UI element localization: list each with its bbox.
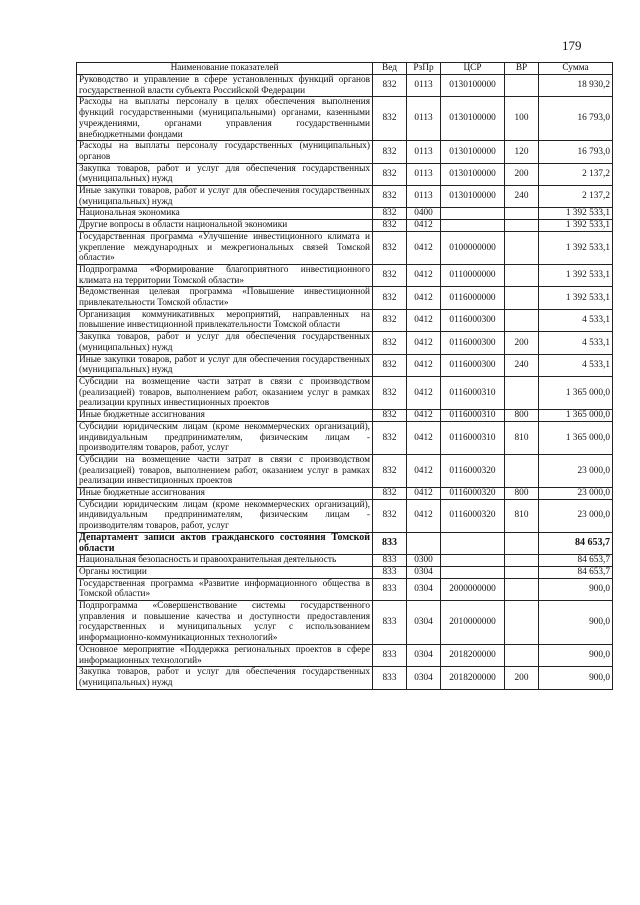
cell-ved: 832 — [373, 208, 407, 220]
cell-vr — [505, 287, 539, 309]
cell-csr: 2000000000 — [441, 578, 505, 600]
cell-name: Закупка товаров, работ и услуг для обеспечения государственных (муниципальных) нужд — [77, 667, 373, 689]
header-sum: Сумма — [539, 63, 613, 75]
cell-csr — [441, 566, 505, 578]
cell-name: Иные закупки товаров, работ и услуг для обеспечения государственных (муниципальных) нужд — [77, 186, 373, 208]
cell-ved: 832 — [373, 421, 407, 454]
cell-sum: 1 392 533,1 — [539, 264, 613, 286]
cell-csr — [441, 555, 505, 567]
cell-rzpr: 0412 — [407, 354, 441, 376]
header-rzpr: РзПр — [407, 63, 441, 75]
cell-csr: 0130100000 — [441, 141, 505, 163]
cell-ved: 832 — [373, 287, 407, 309]
table-row — [77, 163, 613, 185]
cell-sum: 1 392 533,1 — [539, 287, 613, 309]
cell-vr: 240 — [505, 354, 539, 376]
cell-sum: 2 137,2 — [539, 163, 613, 185]
cell-ved: 833 — [373, 566, 407, 578]
cell-vr — [505, 220, 539, 232]
cell-name: Закупка товаров, работ и услуг для обеспечения государственных (муниципальных) нужд — [77, 332, 373, 354]
cell-ved: 832 — [373, 141, 407, 163]
cell-name: Закупка товаров, работ и услуг для обеспечения государственных (муниципальных) нужд — [77, 163, 373, 185]
table-row — [77, 667, 613, 689]
cell-name: Основное мероприятие «Поддержка региональных проектов в сфере информационных технологий» — [77, 644, 373, 666]
table-row — [77, 578, 613, 600]
cell-csr: 0116000320 — [441, 454, 505, 487]
cell-csr: 0116000000 — [441, 287, 505, 309]
cell-csr — [441, 220, 505, 232]
cell-name: Ведомственная целевая программа «Повышение инвестиционной привлекательности Томской области» — [77, 287, 373, 309]
cell-rzpr: 0412 — [407, 332, 441, 354]
cell-csr — [441, 208, 505, 220]
table-row — [77, 555, 613, 567]
cell-rzpr: 0412 — [407, 220, 441, 232]
table-row — [77, 97, 613, 141]
table-row — [77, 141, 613, 163]
cell-ved: 832 — [373, 264, 407, 286]
cell-vr — [505, 578, 539, 600]
cell-name: Субсидии юридическим лицам (кроме некоммерческих организаций), индивидуальным предпринимателям, физическим лицам - производителям товаров, работ, услуг — [77, 499, 373, 532]
table-row — [77, 601, 613, 645]
cell-csr: 0130100000 — [441, 75, 505, 97]
cell-sum: 16 793,0 — [539, 141, 613, 163]
cell-sum: 84 653,7 — [539, 532, 613, 554]
cell-name: Организация коммуникативных мероприятий, направленных на повышение инвестиционной привлекательности Томской области — [77, 309, 373, 331]
cell-sum: 16 793,0 — [539, 97, 613, 141]
table-row — [77, 454, 613, 487]
cell-sum: 4 533,1 — [539, 332, 613, 354]
cell-rzpr: 0412 — [407, 231, 441, 264]
cell-ved: 832 — [373, 454, 407, 487]
cell-ved: 832 — [373, 309, 407, 331]
cell-sum: 23 000,0 — [539, 488, 613, 500]
cell-rzpr: 0412 — [407, 264, 441, 286]
table-row — [77, 644, 613, 666]
cell-vr: 810 — [505, 499, 539, 532]
cell-name: Руководство и управление в сфере установленных функций органов государственной власти субъекта Российской Федерации — [77, 75, 373, 97]
cell-vr — [505, 454, 539, 487]
cell-ved: 832 — [373, 220, 407, 232]
cell-sum: 900,0 — [539, 601, 613, 645]
cell-csr: 0110000000 — [441, 264, 505, 286]
cell-vr — [505, 309, 539, 331]
table-row — [77, 264, 613, 286]
cell-name: Государственная программа «Развитие информационного общества в Томской области» — [77, 578, 373, 600]
cell-vr: 120 — [505, 141, 539, 163]
page-number: 179 — [562, 38, 582, 53]
cell-ved: 832 — [373, 163, 407, 185]
cell-sum: 18 930,2 — [539, 75, 613, 97]
cell-ved: 832 — [373, 186, 407, 208]
cell-rzpr: 0113 — [407, 186, 441, 208]
cell-vr — [505, 231, 539, 264]
cell-rzpr: 0412 — [407, 410, 441, 422]
cell-vr: 100 — [505, 97, 539, 141]
cell-csr: 0116000310 — [441, 376, 505, 409]
cell-sum: 1 392 533,1 — [539, 231, 613, 264]
cell-sum: 23 000,0 — [539, 454, 613, 487]
cell-csr: 0100000000 — [441, 231, 505, 264]
budget-table — [76, 62, 613, 690]
cell-ved: 833 — [373, 644, 407, 666]
cell-rzpr: 0412 — [407, 287, 441, 309]
cell-ved: 833 — [373, 601, 407, 645]
cell-rzpr: 0304 — [407, 667, 441, 689]
cell-name: Иные бюджетные ассигнования — [77, 488, 373, 500]
cell-vr — [505, 532, 539, 554]
cell-sum: 4 533,1 — [539, 309, 613, 331]
cell-csr: 2018200000 — [441, 667, 505, 689]
cell-rzpr: 0304 — [407, 601, 441, 645]
cell-ved: 832 — [373, 499, 407, 532]
cell-csr: 2010000000 — [441, 601, 505, 645]
cell-sum: 900,0 — [539, 644, 613, 666]
cell-ved: 833 — [373, 555, 407, 567]
cell-name: Подпрограмма «Формирование благоприятного инвестиционного климата на территории Томской области» — [77, 264, 373, 286]
cell-rzpr: 0300 — [407, 555, 441, 567]
cell-csr: 0116000300 — [441, 332, 505, 354]
cell-sum: 84 653,7 — [539, 566, 613, 578]
table-row — [77, 220, 613, 232]
cell-rzpr: 0113 — [407, 163, 441, 185]
cell-vr: 200 — [505, 163, 539, 185]
cell-vr: 240 — [505, 186, 539, 208]
table-row — [77, 532, 613, 554]
cell-name: Иные закупки товаров, работ и услуг для обеспечения государственных (муниципальных) нужд — [77, 354, 373, 376]
table-row — [77, 488, 613, 500]
cell-name: Департамент записи актов гражданского состояния Томской области — [77, 532, 373, 554]
cell-name: Расходы на выплаты персоналу государственных (муниципальных) органов — [77, 141, 373, 163]
cell-vr: 800 — [505, 488, 539, 500]
cell-rzpr: 0304 — [407, 644, 441, 666]
cell-csr: 0116000320 — [441, 499, 505, 532]
cell-sum: 1 392 533,1 — [539, 220, 613, 232]
cell-rzpr: 0412 — [407, 309, 441, 331]
cell-ved: 832 — [373, 488, 407, 500]
cell-rzpr: 0412 — [407, 499, 441, 532]
cell-name: Национальная экономика — [77, 208, 373, 220]
cell-rzpr: 0412 — [407, 488, 441, 500]
cell-rzpr: 0304 — [407, 566, 441, 578]
cell-csr: 0116000310 — [441, 421, 505, 454]
table-row — [77, 231, 613, 264]
cell-name: Иные бюджетные ассигнования — [77, 410, 373, 422]
cell-ved: 832 — [373, 75, 407, 97]
cell-sum: 23 000,0 — [539, 499, 613, 532]
cell-vr: 800 — [505, 410, 539, 422]
cell-rzpr: 0400 — [407, 208, 441, 220]
table-row — [77, 208, 613, 220]
cell-sum: 900,0 — [539, 578, 613, 600]
table-row — [77, 309, 613, 331]
cell-sum: 84 653,7 — [539, 555, 613, 567]
cell-rzpr: 0113 — [407, 97, 441, 141]
cell-sum: 1 365 000,0 — [539, 410, 613, 422]
cell-ved: 833 — [373, 578, 407, 600]
cell-csr: 2018200000 — [441, 644, 505, 666]
cell-name: Субсидии на возмещение части затрат в связи с производством (реализацией) товаров, выполнением работ, оказанием услуг в рамках реализации крупных инвестиционных проектов — [77, 376, 373, 409]
cell-vr — [505, 208, 539, 220]
cell-name: Субсидии юридическим лицам (кроме некоммерческих организаций), индивидуальным предпринимателям, физическим лицам - производителям товаров, работ, услуг — [77, 421, 373, 454]
cell-rzpr: 0113 — [407, 141, 441, 163]
cell-rzpr: 0304 — [407, 578, 441, 600]
cell-csr: 0130100000 — [441, 163, 505, 185]
cell-ved: 832 — [373, 231, 407, 264]
cell-csr: 0116000310 — [441, 410, 505, 422]
table-row — [77, 186, 613, 208]
cell-name: Расходы на выплаты персоналу в целях обеспечения выполнения функций государственными (муниципальными) органами, казенными учреждениями, органами управления государственными внебюджетными фондами — [77, 97, 373, 141]
cell-rzpr — [407, 532, 441, 554]
cell-csr: 0116000300 — [441, 309, 505, 331]
cell-sum: 1 365 000,0 — [539, 421, 613, 454]
table-row — [77, 354, 613, 376]
cell-name: Органы юстиции — [77, 566, 373, 578]
table-body — [77, 75, 613, 690]
cell-ved: 832 — [373, 354, 407, 376]
cell-sum: 4 533,1 — [539, 354, 613, 376]
table-row — [77, 410, 613, 422]
header-csr: ЦСР — [441, 63, 505, 75]
cell-ved: 832 — [373, 97, 407, 141]
cell-csr: 0116000320 — [441, 488, 505, 500]
cell-name: Подпрограмма «Совершенствование системы государственного управления и повышение качества и доступности предоставления государственных и муниципальных услуг с использованием информационно-коммуникационных технологий» — [77, 601, 373, 645]
cell-rzpr: 0412 — [407, 421, 441, 454]
cell-csr: 0130100000 — [441, 186, 505, 208]
table-header-row — [77, 63, 613, 75]
table-row — [77, 376, 613, 409]
table-row — [77, 332, 613, 354]
cell-rzpr: 0412 — [407, 454, 441, 487]
table-row — [77, 75, 613, 97]
cell-ved: 832 — [373, 376, 407, 409]
cell-rzpr: 0113 — [407, 75, 441, 97]
cell-vr: 810 — [505, 421, 539, 454]
cell-csr — [441, 532, 505, 554]
cell-csr: 0130100000 — [441, 97, 505, 141]
cell-name: Субсидии на возмещение части затрат в связи с производством (реализацией) товаров, выполнением работ, оказанием услуг в рамках реализации инвестиционных проектов — [77, 454, 373, 487]
table-row — [77, 566, 613, 578]
table-row — [77, 287, 613, 309]
cell-vr — [505, 555, 539, 567]
cell-vr: 200 — [505, 667, 539, 689]
header-ved: Вед — [373, 63, 407, 75]
cell-csr: 0116000300 — [441, 354, 505, 376]
cell-sum: 1 392 533,1 — [539, 208, 613, 220]
cell-ved: 833 — [373, 532, 407, 554]
cell-name: Национальная безопасность и правоохранительная деятельность — [77, 555, 373, 567]
cell-sum: 2 137,2 — [539, 186, 613, 208]
header-vr: ВР — [505, 63, 539, 75]
cell-vr — [505, 75, 539, 97]
cell-sum: 1 365 000,0 — [539, 376, 613, 409]
cell-vr — [505, 601, 539, 645]
cell-ved: 832 — [373, 332, 407, 354]
cell-vr: 200 — [505, 332, 539, 354]
table-row — [77, 499, 613, 532]
cell-vr — [505, 376, 539, 409]
cell-vr — [505, 566, 539, 578]
cell-rzpr: 0412 — [407, 376, 441, 409]
cell-ved: 833 — [373, 667, 407, 689]
cell-vr — [505, 264, 539, 286]
cell-name: Государственная программа «Улучшение инвестиционного климата и укрепление международных и межрегиональных связей Томской области» — [77, 231, 373, 264]
cell-vr — [505, 644, 539, 666]
cell-name: Другие вопросы в области национальной экономики — [77, 220, 373, 232]
cell-sum: 900,0 — [539, 667, 613, 689]
table-row — [77, 421, 613, 454]
cell-ved: 832 — [373, 410, 407, 422]
header-name: Наименование показателей — [77, 63, 373, 75]
